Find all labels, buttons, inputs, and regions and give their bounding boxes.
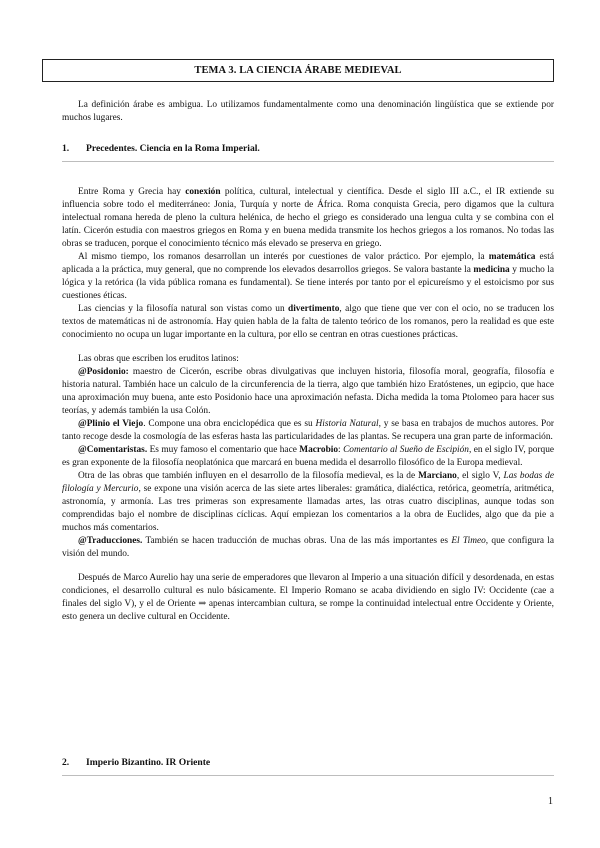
paragraph-interes-practico: Al mismo tiempo, los romanos desarrollan un interés por cuestiones de valor práctico. Por ejemplo, la matemática está aplicada a la práctica, muy general, que no comprende los elevados desarrollos griegos. Se valora bastante la medicina y mucho la lógica y la retórica (la vida pública romana es fundamental). Se tiene interés por tanto por el epicureísmo y el estoicismo por sus cuestiones éticas. [62, 252, 555, 301]
section-1-body [62, 186, 554, 624]
paragraph-plinio: @Plinio el Viejo. Compone una obra enciclopédica que es su Historia Natural, y se basa en trabajos de muchos autores. Por tanto recoge desde la cosmología de las esferas hasta las particularidades de las plantas. Se recupera una gran parte de información. [62, 419, 554, 442]
paragraph-obras-eruditos: Las obras que escriben los eruditos latinos: [78, 354, 239, 364]
page-title: TEMA 3. LA CIENCIA ÁRABE MEDIEVAL [42, 59, 554, 82]
section-2-number: 2. [62, 757, 70, 768]
section-2-divider [62, 775, 554, 776]
paragraph-marco-aurelio: Después de Marco Aurelio hay una serie de emperadores que llevaron al Imperio a una situación difícil y desordenada, en estas condiciones, el desarrollo cultural es nulo básicamente. El Imperio Romano se acaba dividiendo en siglo IV: Occidente (cae a finales del siglo V), y el de Oriente ⇒ apenas intercambian cultura, se rompe la continuidad intelectual entre Occidente y Oriente, esto genera un declive cultural en Occidente. [62, 573, 554, 622]
section-1-divider [62, 161, 554, 162]
section-2-title: Imperio Bizantino. IR Oriente [86, 757, 211, 768]
section-2-heading [62, 757, 554, 768]
section-1-number: 1. [62, 143, 70, 154]
paragraph-posidonio: @Posidonio: maestro de Cicerón, escribe obras divulgativas que incluyen historia, filosofía moral, geografía, filosofía e historia natural. También hace un calculo de la circunferencia de la tierra, algo que también hizo Eratóstenes, un egipcio, que hace una aproximación muy buena, ante esto Posidonio hace una aproximación nefasta. Dicha medida la toma Ptolomeo para hacer sus teorías, y además también la usa Colón. [62, 367, 554, 416]
intro-text: La definición árabe es ambigua. Lo utilizamos fundamentalmente como una denominación lingüística que se extiende por muchos lugares. [62, 100, 554, 123]
paragraph-traducciones: @Traducciones. También se hacen traducción de muchas obras. Una de las más importantes es El Timeo, que configura la visión del mundo. [62, 536, 555, 559]
paragraph-marciano: Otra de las obras que también influyen en el desarrollo de la filosofía medieval, es la de Marciano, el siglo V, Las bodas de filología y Mercurio, se expone una visión acerca de las siete artes liberales: gramática, dialéctica, retórica, geometría, aritmética, astronomía, y armonía. Las tres primeras son expresamente llamadas artes, las otras cuatro disciplinas, aunque todas son comprendidas bajo el nombre de disciplinas cíclicas. Aquí empiezan los comentarios a la obra de Euclides, algo que da pie a muchos más comentarios. [62, 471, 554, 533]
page-number: 1 [548, 796, 553, 807]
section-1-heading [62, 143, 554, 154]
intro-paragraph [62, 99, 554, 125]
paragraph-roma-grecia: Entre Roma y Grecia hay conexión política, cultural, intelectual y científica. Desde el siglo III a.C., el IR extiende su influencia sobre todo el mediterráneo: Jonia, Turquía y norte de África. Roma conquista Grecia, pero digamos que la cultura intelectual romana hereda de pleno la cultura helénica, de hecho el griego es considerado una lengua culta y se combina con el latín. Cicerón estudia con maestros griegos en Roma y en buena medida transmite los hechos griegos a los romanos. No todas las obras se traducen, porque el conocimiento técnico más elevado se preserva en griego. [62, 187, 554, 249]
paragraph-divertimento: Las ciencias y la filosofía natural son vistas como un divertimento, algo que tiene que ver con el ocio, no se traducen los textos de matemáticas ni de astronomía. Hay quien habla de la falta de talento teórico de los romanos, pero la realidad es que este conocimiento no ocupa un lugar importante en la cultura, por ello se centran en otras cuestiones prácticas. [62, 304, 554, 340]
section-1-title: Precedentes. Ciencia en la Roma Imperial. [86, 143, 260, 154]
paragraph-comentaristas: @Comentaristas. Es muy famoso el comentario que hace Macrobio: Comentario al Sueño de Escipión, en el siglo IV, porque es gran exponente de la filosofía neoplatónica que marcará en buena medida el desarrollo filosófico de la Europa medieval. [62, 445, 555, 468]
